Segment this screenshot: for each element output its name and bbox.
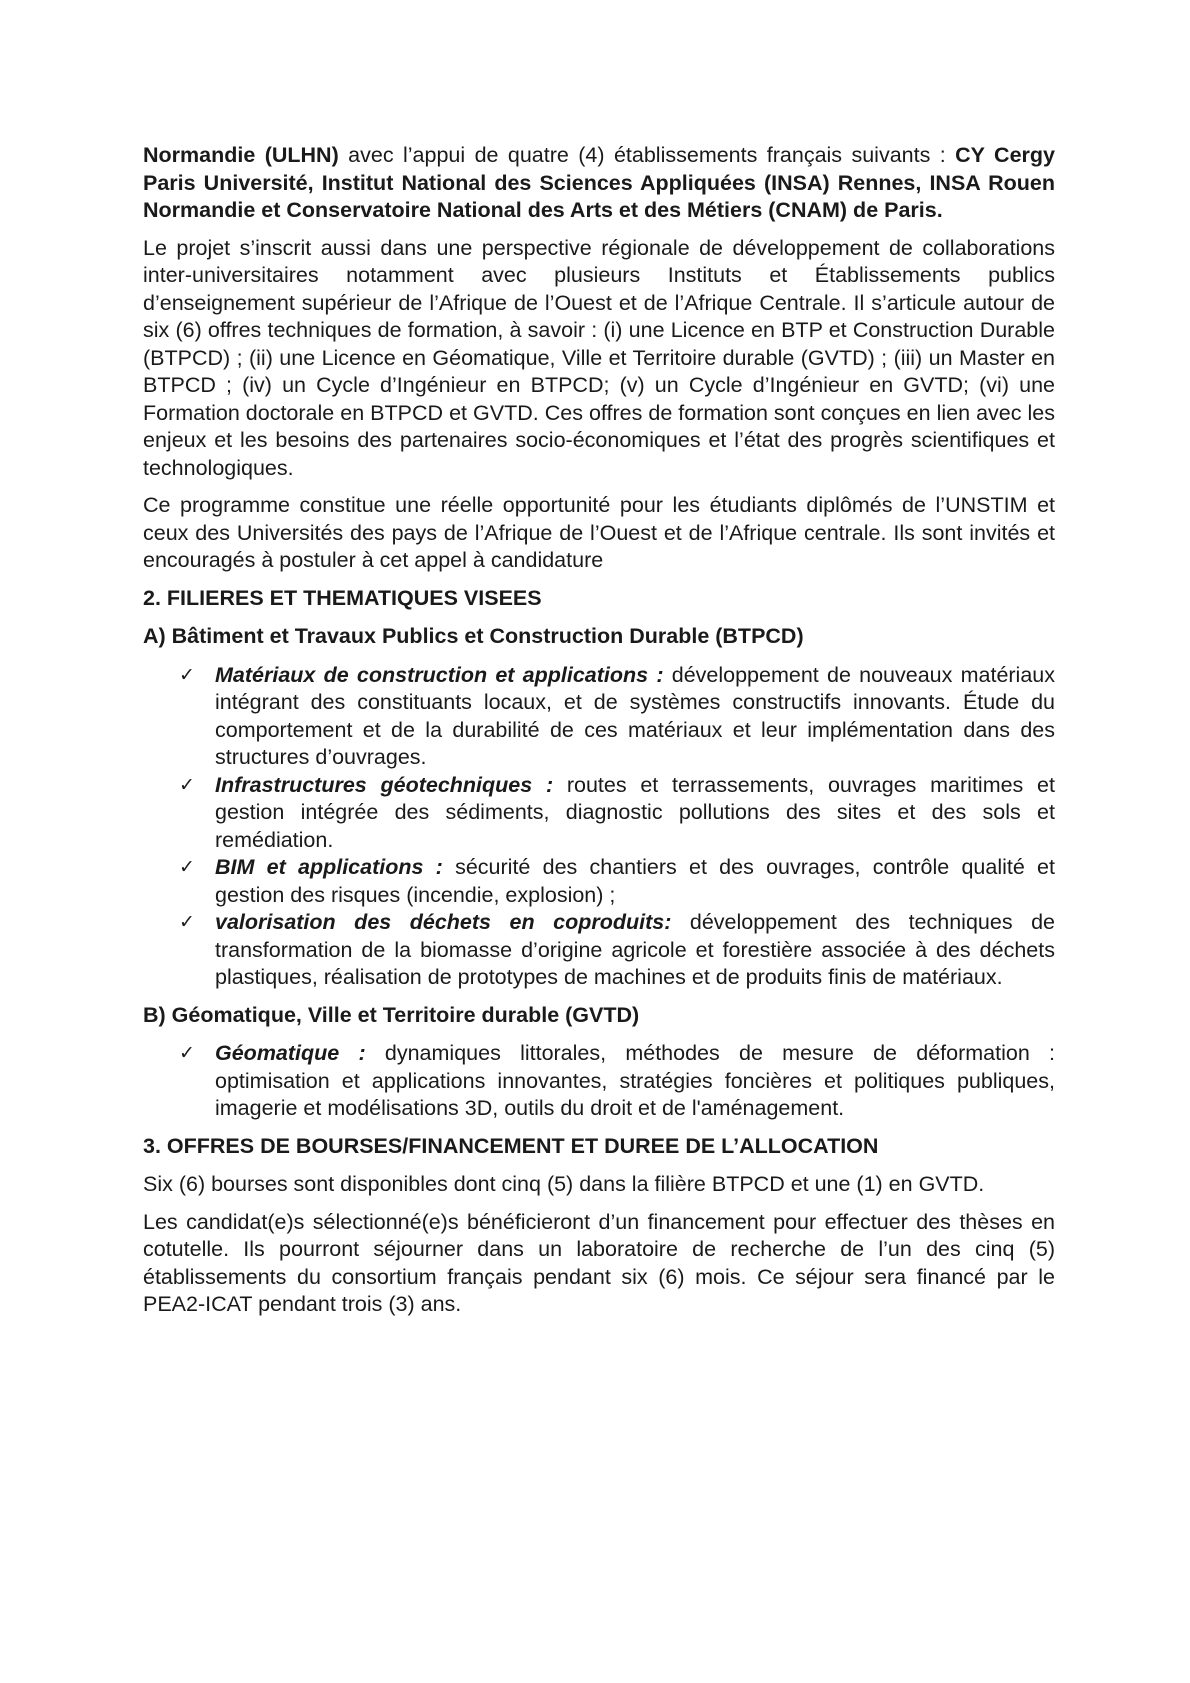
document-page: [143, 142, 1055, 1329]
section-2a-list: [143, 662, 1055, 992]
list-item: [179, 772, 1055, 855]
intro-p1-bold-end: CY Cergy Paris Université, Institut National des Sciences Appliquées (INSA) Rennes, INSA Rouen Normandie et Conservatoire National des Arts et des Métiers (CNAM) de Paris.: [143, 143, 1055, 222]
list-item-text: sécurité des chantiers et des ouvrages, contrôle qualité et gestion des risques (incendie, explosion) ;: [215, 855, 1055, 907]
checkmark-icon: ✓: [179, 911, 195, 933]
section-3-paragraph-1: Six (6) bourses sont disponibles dont cinq (5) dans la filière BTPCD et une (1) en GVTD.: [143, 1172, 985, 1196]
section-2-heading: 2. FILIERES ET THEMATIQUES VISEES: [143, 585, 542, 610]
section-2b-heading: B) Géomatique, Ville et Territoire durable (GVTD): [143, 1002, 640, 1027]
intro-paragraph-1: [143, 142, 1055, 225]
list-item-term: Infrastructures géotechniques :: [215, 772, 554, 797]
list-item-text: développement des techniques de transformation de la biomasse d’origine agricole et forestière associée à des déchets plastiques, réalisation de prototypes de machines et de produits finis de matériaux.: [215, 910, 1055, 989]
list-item: [179, 854, 1055, 909]
list-item: [179, 1040, 1055, 1123]
intro-paragraph-3: Ce programme constitue une réelle opportunité pour les étudiants diplômés de l’UNSTIM et ceux des Universités des pays de l’Afrique de l’Ouest et de l’Afrique centrale. Ils sont invités et encouragés à postuler à cet appel à candidature: [143, 493, 1055, 572]
list-item: [179, 662, 1055, 772]
section-2a-heading: A) Bâtiment et Travaux Publics et Construction Durable (BTPCD): [143, 624, 804, 648]
checkmark-icon: ✓: [179, 1042, 195, 1064]
checkmark-icon: ✓: [179, 856, 195, 878]
section-3-paragraph-2: Les candidat(e)s sélectionné(e)s bénéficieront d’un financement pour effectuer des thèses en cotutelle. Ils pourront séjourner dans un laboratoire de recherche de l’un des cinq (5) établissements du consortium français pendant six (6) mois. Ce séjour sera financé par le PEA2-ICAT pendant trois (3) ans.: [143, 1209, 1055, 1316]
list-item-term: valorisation des déchets en coproduits:: [215, 910, 672, 934]
list-item-text: dynamiques littorales, méthodes de mesure de déformation : optimisation et applications innovantes, stratégies foncières et politiques publiques, imagerie et modélisations 3D, outils du droit et de l'aménagement.: [215, 1041, 1055, 1120]
checkmark-icon: ✓: [179, 663, 195, 686]
list-item-term: BIM et applications :: [215, 855, 443, 879]
list-item-term: Géomatique :: [215, 1041, 366, 1065]
section-3-heading: 3. OFFRES DE BOURSES/FINANCEMENT ET DUREE DE L’ALLOCATION: [143, 1133, 879, 1158]
list-item-term: Matériaux de construction et applications :: [215, 662, 664, 687]
intro-p1-text: avec l’appui de quatre (4) établissements français suivants :: [338, 143, 956, 167]
list-item: [179, 909, 1055, 992]
section-2b-list: [143, 1040, 1055, 1123]
checkmark-icon: ✓: [179, 773, 195, 796]
list-item-text: développement de nouveaux matériaux intégrant des constituants locaux, et de systèmes constructifs innovants. Étude du comportement et de la durabilité de ces matériaux et leur implémentation dans des structures d’ouvrages.: [215, 662, 1055, 769]
intro-p1-bold-start: Normandie (ULHN): [143, 143, 339, 167]
intro-paragraph-2: Le projet s’inscrit aussi dans une perspective régionale de développement de collaborations inter-universitaires notamment avec plusieurs Instituts et Établissements publics d’enseignement supérieur de l’Afrique de l’Ouest et de l’Afrique Centrale. Il s’articule autour de six (6) offres techniques de formation, à savoir : (i) une Licence en BTP et Construction Durable (BTPCD) ; (ii) une Licence en Géomatique, Ville et Territoire durable (GVTD) ; (iii) un Master en BTPCD ; (iv) un Cycle d’Ingénieur en BTPCD; (v) un Cycle d’Ingénieur en GVTD; (vi) une Formation doctorale en BTPCD et GVTD. Ces offres de formation sont conçues en lien avec les enjeux et les besoins des partenaires socio-économiques et l’état des progrès scientifiques et technologiques.: [143, 235, 1055, 480]
list-item-text: routes et terrassements, ouvrages maritimes et gestion intégrée des sédiments, diagnostic pollutions des sites et des sols et remédiation.: [215, 772, 1055, 852]
